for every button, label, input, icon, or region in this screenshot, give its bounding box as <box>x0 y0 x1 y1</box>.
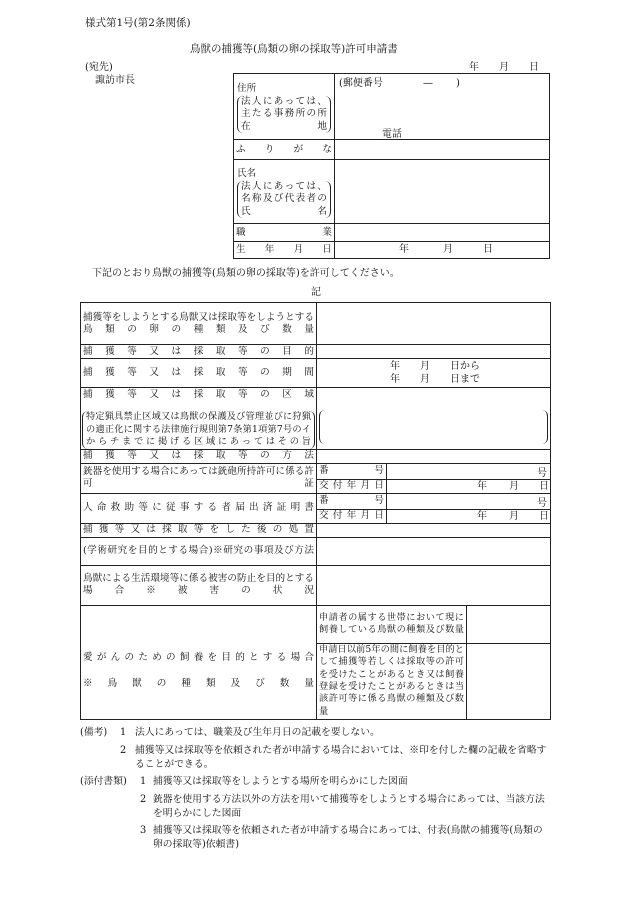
gun-year: 年 <box>477 480 487 492</box>
rescue-number-label-cell <box>317 493 387 509</box>
name-label: 氏名 <box>237 167 257 179</box>
past5-value-cell[interactable] <box>467 643 551 719</box>
postal-close: ) <box>456 78 460 89</box>
rescue-number-label: 番号 <box>319 495 384 506</box>
rescue-year: 年 <box>477 510 487 522</box>
period-label-cell <box>81 359 317 388</box>
research-label: (学術研究を目的とする場合)※研究の事項及び方法 <box>83 545 314 556</box>
period-to: 年 月 日まで <box>390 374 480 385</box>
research-value-cell[interactable] <box>317 537 551 565</box>
date-month: 月 <box>499 62 509 73</box>
name-label-cell <box>234 160 335 224</box>
purpose-label: 捕獲等又は採取等の目的 <box>83 345 314 357</box>
attachment-2-no: 2 <box>140 794 147 805</box>
ki-label: 記 <box>311 287 321 298</box>
remark-2-no: 2 <box>120 745 127 756</box>
species-label: 捕獲等をしようとする鳥獣又は採取等をしようとする鳥類の卵の種類及び数量 <box>83 311 314 335</box>
pet-sub-label: ※鳥獣の種類及び数量 <box>83 678 314 689</box>
rescue-issue-label-cell <box>317 509 387 523</box>
furigana-label: ふりがな <box>236 143 332 155</box>
past5-label-cell <box>317 643 467 719</box>
species-label-cell <box>81 303 317 345</box>
method-value-cell[interactable] <box>317 449 551 463</box>
gun-go: 号 <box>537 467 548 479</box>
damage-label: 鳥獣による生活環境等に係る被害の防止を目的とする場合※被害の状況 <box>83 573 314 596</box>
gun-issue-label: 交付年月日 <box>319 480 384 491</box>
area-paren-box <box>319 410 548 444</box>
postal-dash: — <box>423 78 433 89</box>
rescue-label-cell <box>81 493 317 523</box>
remark-2a: 捕獲等又は採取等を依頼された者が申請する場合においては、※印を付した欄の記載を省略す <box>135 745 547 756</box>
household-label: 申請者の属する世帯において現に飼養している鳥獣の種類及び数量 <box>319 612 464 635</box>
rescue-issue-label: 交付年月日 <box>319 510 384 521</box>
damage-label-cell <box>81 565 317 605</box>
attachment-3a: 捕獲等又は採取等を依頼された者が申請する場合にあっては、付表(鳥獣の捕獲等(鳥類の <box>153 825 543 836</box>
period-from: 年 月 日から <box>390 361 480 372</box>
attachment-1-no: 1 <box>140 776 147 787</box>
address-note: 法人にあっては、主たる事務所の所在地 <box>241 95 327 132</box>
birth-value-cell[interactable] <box>335 242 550 259</box>
furigana-label-cell <box>234 140 335 160</box>
main-table <box>80 302 551 720</box>
gun-issue-label-cell <box>317 479 387 493</box>
attachments-label: (添付書類) <box>80 776 127 787</box>
household-label-cell <box>317 605 467 643</box>
addressee-label: (宛先) <box>85 62 113 73</box>
name-note: 法人にあっては、名称及び代表者の氏名 <box>241 180 327 217</box>
period-label: 捕獲等又は採取等の期間 <box>83 367 314 378</box>
occupation-label: 職業 <box>236 226 332 238</box>
rescue-label: 人命救助等に従事する者届出済証明書 <box>83 502 314 513</box>
past5-label: 申請日以前5年の間に飼養を目的として捕獲等若しくは採取等の許可を受けたことがあるとき又は飼養登録を受けたことがあるときは当該許可等に係る鳥獣の種類及び数量 <box>319 644 464 717</box>
form-title: 鳥獣の捕獲等(鳥類の卵の採取等)許可申請書 <box>190 43 398 55</box>
disposal-label-cell <box>81 523 317 537</box>
phone-label: 電話 <box>382 129 402 140</box>
birth-label: 生年月日 <box>236 244 332 255</box>
name-value-cell[interactable] <box>335 160 550 224</box>
household-value-cell[interactable] <box>467 605 551 643</box>
pet-label-cell <box>81 605 317 719</box>
area-label-cell <box>81 388 317 450</box>
birth-label-cell <box>234 242 335 259</box>
disposal-label: 捕獲等又は採取等をした後の処置 <box>83 524 314 535</box>
remarks-label: (備考) <box>80 727 108 738</box>
gun-permit-label-cell <box>81 463 317 493</box>
gun-number-label: 番号 <box>319 465 384 476</box>
postal-label: (郵便番号 <box>339 78 383 89</box>
attachment-3b: 卵の採取等)依頼書) <box>153 839 240 850</box>
birth-month: 月 <box>443 244 453 255</box>
remark-2b: ることができる。 <box>135 759 214 770</box>
gun-issue-value[interactable] <box>387 479 551 493</box>
pet-main-label: 愛がんのための飼養を目的とする場合 <box>83 652 314 663</box>
rescue-month: 月 <box>509 510 519 522</box>
purpose-label-cell <box>81 345 317 359</box>
remark-1: 法人にあっては、職業及び生年月日の記載を要しない。 <box>135 727 380 738</box>
occupation-label-cell <box>234 224 335 242</box>
rescue-go: 号 <box>537 497 548 509</box>
damage-value-cell[interactable] <box>317 565 551 605</box>
attachment-3-no: 3 <box>140 825 147 836</box>
rescue-day: 日 <box>539 510 549 522</box>
remark-1-no: 1 <box>120 727 127 738</box>
area-value-cell[interactable] <box>317 388 551 450</box>
attachment-2b: を明らかにした図面 <box>153 808 242 819</box>
area-label: 捕獲等又は採取等の区域 <box>83 389 314 400</box>
species-value-cell[interactable] <box>317 303 551 345</box>
disposal-value-cell[interactable] <box>317 523 551 537</box>
date-day: 日 <box>529 62 539 73</box>
method-label-cell <box>81 449 317 463</box>
gun-day: 日 <box>539 480 549 492</box>
address-value-cell[interactable] <box>335 74 550 140</box>
occupation-value-cell[interactable] <box>335 224 550 242</box>
address-label: 住所 <box>237 82 257 94</box>
applicant-table <box>233 73 550 259</box>
rescue-issue-value[interactable] <box>387 509 551 523</box>
area-note: 特定猟具禁止区域又は鳥獣の保護及び管理並びに狩猟の適正化に関する法律施行規則第7条第1項第7号のイからチまでに掲げる区域にあってはその旨 <box>86 411 311 447</box>
date-year: 年 <box>469 62 479 73</box>
gun-number-label-cell <box>317 463 387 479</box>
purpose-value-cell[interactable] <box>317 345 551 359</box>
method-label: 捕獲等又は採取等の方法 <box>83 450 314 461</box>
addressee: 諏訪市長 <box>95 75 135 86</box>
gun-month: 月 <box>509 480 519 492</box>
birth-year: 年 <box>399 244 409 255</box>
form-number: 様式第1号(第2条関係) <box>85 17 191 29</box>
address-label-cell <box>234 74 335 140</box>
attachment-1: 捕獲等又は採取等をしようとする場所を明らかにした図面 <box>153 776 408 787</box>
intro-text: 下記のとおり鳥獣の捕獲等(鳥類の卵の採取等)を許可してください。 <box>92 268 400 279</box>
rescue-number-value[interactable] <box>387 493 551 509</box>
furigana-value-cell[interactable] <box>335 140 550 160</box>
gun-number-value[interactable] <box>387 463 551 479</box>
gun-permit-label: 銃器を使用する場合にあっては銃砲所持許可に係る許可証 <box>83 466 314 489</box>
research-label-cell <box>81 537 317 565</box>
period-value-cell[interactable] <box>317 359 551 388</box>
birth-day: 日 <box>483 244 493 255</box>
attachment-2a: 銃器を使用する方法以外の方法を用いて捕獲等をしようとする場合にあっては、当該方法 <box>153 794 545 805</box>
